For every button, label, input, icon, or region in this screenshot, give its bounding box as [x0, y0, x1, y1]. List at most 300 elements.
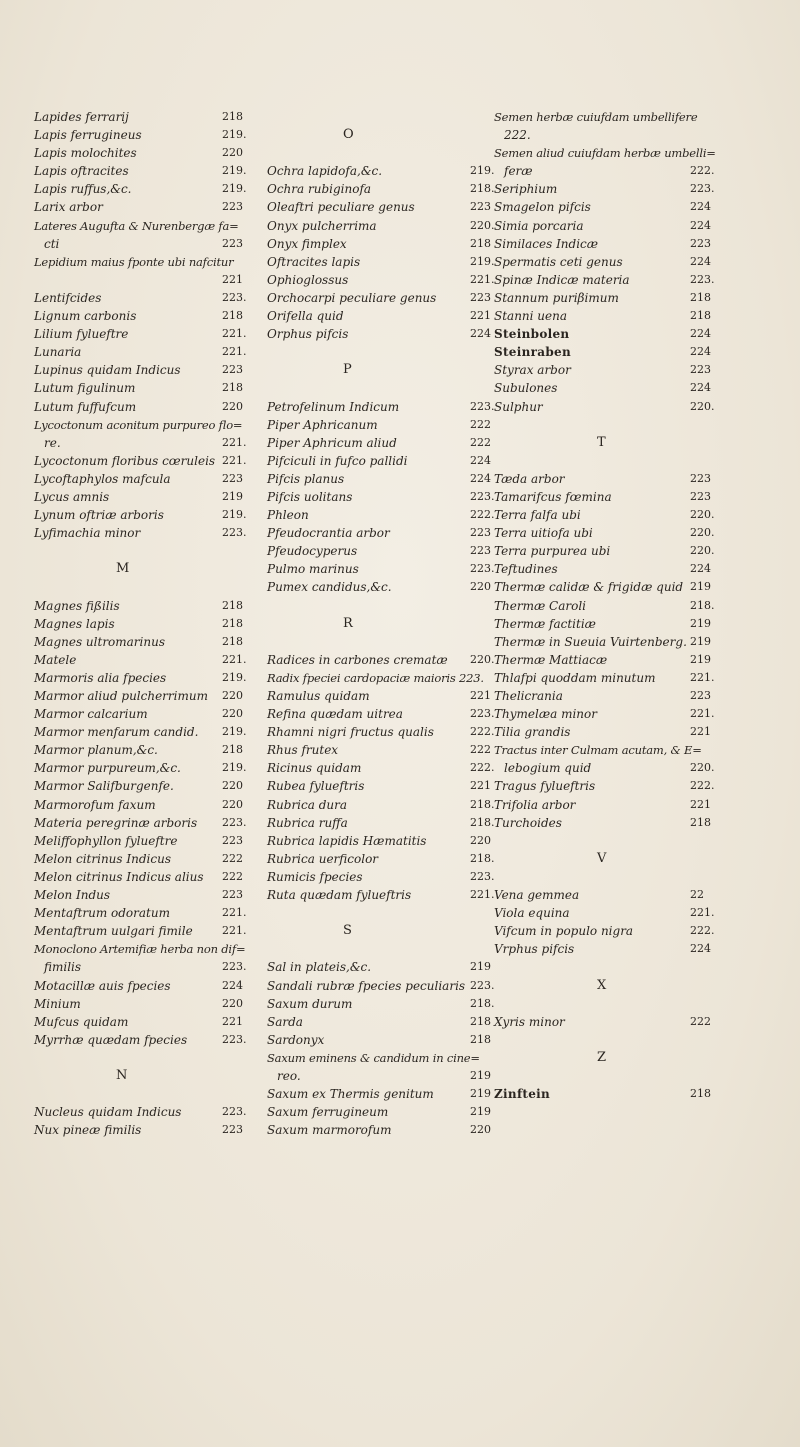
- index-entry: [494, 615, 719, 633]
- index-entry: [494, 669, 719, 687]
- index-term: Materia peregrinæ arboris: [34, 815, 198, 830]
- page-number: 218: [470, 236, 491, 250]
- index-entry: [267, 904, 487, 922]
- index-term: Onyx pulcherrima: [267, 218, 377, 233]
- index-term: Rubrica uerficolor: [267, 851, 379, 866]
- index-term: Refina quædam uitrea: [267, 707, 403, 722]
- index-term: Lutum figulinum: [34, 381, 136, 396]
- index-entry: [34, 289, 254, 307]
- page-number: 224: [470, 471, 491, 485]
- section-letter: P: [343, 362, 353, 378]
- index-entry: [34, 434, 254, 452]
- index-entry: [267, 542, 491, 560]
- index-entry: [267, 578, 491, 596]
- index-entry: [267, 669, 487, 687]
- page-number: 220.: [690, 544, 715, 558]
- index-entry: [34, 198, 254, 216]
- index-entry: [267, 289, 491, 307]
- index-term: Marmor planum,&c.: [34, 743, 158, 758]
- index-entry: [494, 922, 719, 940]
- index-term: Marmoris alia fpecies: [34, 670, 167, 685]
- page-number: 220: [222, 707, 243, 721]
- index-entry: [494, 506, 719, 524]
- section-letter: M: [116, 561, 131, 577]
- index-term: Tamarifcus fœmina: [494, 489, 612, 504]
- index-entry: [494, 741, 719, 759]
- index-term: Rhus frutex: [267, 743, 339, 758]
- index-term: Mentaftrum uulgari fimile: [34, 924, 193, 939]
- index-entry: [267, 398, 495, 416]
- index-entry: [34, 416, 254, 434]
- page-number: 223.: [222, 1032, 247, 1046]
- index-term: re.: [44, 435, 61, 450]
- section-letter-heading: [267, 361, 487, 379]
- index-term: Ochra rubiginofa: [267, 182, 372, 197]
- page-number: 223: [470, 200, 491, 214]
- index-term: Nux pineæ fimilis: [34, 1123, 142, 1138]
- page-number: 223: [222, 471, 243, 485]
- page-number: 22: [690, 888, 704, 902]
- index-entry: [34, 832, 254, 850]
- index-entry: [494, 289, 719, 307]
- index-entry: [494, 416, 719, 434]
- page-number: 219.: [222, 164, 247, 178]
- section-letter: N: [116, 1067, 129, 1083]
- index-entry: [267, 343, 487, 361]
- section-letter-heading: [267, 615, 487, 633]
- index-entry: [494, 108, 719, 126]
- index-entry: [494, 705, 719, 723]
- index-term: fimilis: [44, 960, 82, 975]
- page-number: 223: [690, 689, 711, 702]
- index-entry: [34, 777, 254, 795]
- page-number: 222: [470, 417, 491, 431]
- index-term: Rubrica dura: [267, 797, 348, 812]
- index-term: Thermæ calidæ & frigidæ quid: [494, 580, 684, 595]
- page-number: 221: [470, 309, 491, 323]
- index-entry: [494, 687, 719, 705]
- page-number: 219.: [222, 725, 247, 739]
- page-number: 223: [222, 833, 243, 847]
- index-term: Terra purpurea ubi: [494, 544, 611, 559]
- index-entry: [267, 452, 491, 470]
- page-number: 221.: [470, 888, 495, 902]
- index-entry: [267, 977, 495, 995]
- index-entry: [34, 1031, 254, 1049]
- page-number: 223: [222, 888, 243, 902]
- index-entry: [267, 633, 487, 651]
- index-term: Lapis ruffus,&c.: [34, 182, 132, 197]
- index-term: Trifolia arbor: [494, 797, 576, 812]
- page-number: 221.: [690, 906, 715, 920]
- index-term: Tæda arbor: [494, 471, 565, 486]
- index-term: Sulphur: [494, 399, 543, 414]
- index-entry: [34, 524, 254, 542]
- page-number: 218: [222, 616, 243, 630]
- index-entry: [494, 832, 719, 850]
- index-term: Lilium fylueftre: [34, 327, 129, 342]
- page-number: 219: [690, 652, 711, 666]
- index-term: Steinraben: [494, 345, 571, 360]
- page-number: 223: [222, 1123, 243, 1137]
- index-term: Lycus amnis: [34, 489, 110, 504]
- index-entry: [34, 615, 254, 633]
- index-entry: [267, 651, 495, 669]
- index-term: Saxum ex Thermis genitum: [267, 1087, 434, 1102]
- index-entry: [267, 524, 491, 542]
- index-entry: [494, 180, 719, 198]
- index-entry: [267, 777, 491, 795]
- index-term: Sal in plateis,&c.: [267, 960, 372, 975]
- index-entry: [34, 669, 254, 687]
- index-term: Magnes fißilis: [34, 598, 120, 613]
- index-term: Xyris minor: [494, 1014, 565, 1029]
- index-term: Onyx fimplex: [267, 236, 347, 251]
- index-entry: [34, 868, 254, 886]
- index-entry: [494, 868, 719, 886]
- index-term: Marmor menfarum candid.: [34, 725, 199, 740]
- index-entry: [34, 1049, 254, 1067]
- section-letter: O: [343, 127, 355, 143]
- index-term: Rubea fylueftris: [267, 779, 365, 794]
- index-term: Nucleus quidam Indicus: [34, 1105, 182, 1120]
- index-entry: [494, 958, 719, 976]
- index-entry: [494, 488, 719, 506]
- index-entry: [267, 1103, 491, 1121]
- index-term: Rubrica lapidis Hæmatitis: [267, 833, 427, 848]
- index-term: Thermæ Caroli: [494, 598, 587, 613]
- page-number: 223.: [470, 562, 495, 576]
- index-entry: [34, 307, 254, 325]
- index-entry: [267, 470, 491, 488]
- index-term: Marmor aliud pulcherrimum: [34, 689, 208, 703]
- index-entry: [34, 1121, 254, 1139]
- page-number: 218: [690, 815, 711, 829]
- index-entry: [267, 560, 495, 578]
- index-entry: [34, 1013, 254, 1031]
- page-number: 223.: [470, 399, 495, 413]
- index-term: Motacillæ auis fpecies: [34, 978, 171, 993]
- index-term: Semen aliud cuiufdam herbæ umbelli=: [494, 146, 716, 161]
- index-entry: [267, 886, 495, 904]
- index-term: Lycoctonum floribus cœruleis: [34, 453, 216, 468]
- index-entry: [34, 904, 254, 922]
- page-number: 220.: [690, 399, 715, 413]
- page-number: 218.: [470, 996, 495, 1010]
- page-number: 221: [222, 272, 243, 286]
- section-letter-heading: [267, 126, 487, 144]
- page-number: 224: [690, 381, 711, 395]
- index-term: 222.: [504, 128, 531, 143]
- index-term: Saxum marmorofum: [267, 1123, 392, 1138]
- index-entry: [494, 542, 719, 560]
- page-number: 218: [222, 743, 243, 757]
- index-entry: [494, 560, 719, 578]
- index-entry: [34, 452, 254, 470]
- index-term: Thermæ in Sueuia Vuirtenberg.: [494, 634, 687, 649]
- index-term: Orifella quid: [267, 309, 344, 324]
- index-entry: [34, 271, 254, 289]
- index-term: Marmor purpureum,&c.: [34, 761, 181, 776]
- index-entry: [34, 977, 254, 995]
- index-entry: [34, 506, 254, 524]
- index-term: Myrrhæ quædam fpecies: [34, 1032, 188, 1047]
- index-entry: [34, 597, 254, 615]
- index-term: Rumicis fpecies: [267, 869, 363, 884]
- index-term: Thymelæa minor: [494, 707, 597, 722]
- index-entry: [494, 777, 719, 795]
- index-entry: [267, 705, 495, 723]
- index-entry: [267, 597, 487, 615]
- index-entry: [34, 633, 254, 651]
- index-entry: [267, 1013, 491, 1031]
- index-entry: [267, 995, 495, 1013]
- page-number: 219: [470, 960, 491, 974]
- page-number: 218.: [470, 797, 495, 811]
- index-entry: [494, 723, 719, 741]
- page-number: 224: [690, 942, 711, 956]
- index-term: feræ: [504, 164, 533, 179]
- page-number: 221.: [222, 435, 247, 449]
- index-term: Melon citrinus Indicus alius: [34, 869, 204, 884]
- page-number: 224: [690, 200, 711, 214]
- page-number: 222.: [690, 924, 715, 938]
- index-term: Marmorofum faxum: [34, 797, 156, 812]
- page-number: 221: [470, 689, 491, 702]
- page-number: 224: [690, 254, 711, 268]
- index-entry: [34, 651, 254, 669]
- index-entry: [34, 723, 254, 741]
- index-entry: [494, 307, 719, 325]
- index-term: Petrofelinum Indicum: [267, 399, 400, 414]
- page-number: 220: [222, 146, 243, 160]
- index-entry: [494, 217, 719, 235]
- index-entry: [267, 832, 491, 850]
- section-letter-heading: [494, 434, 719, 452]
- index-entry: [34, 379, 254, 397]
- page-number: 222.: [470, 761, 495, 775]
- index-entry: [494, 995, 719, 1013]
- page-number: 222: [222, 869, 243, 883]
- index-term: Ramulus quidam: [267, 689, 370, 703]
- index-term: Mufcus quidam: [34, 1014, 129, 1029]
- index-entry: [494, 253, 719, 271]
- index-entry: [494, 379, 719, 397]
- index-entry: [494, 1013, 719, 1031]
- index-entry: [34, 542, 254, 560]
- index-entry: [267, 108, 487, 126]
- index-entry: [267, 796, 495, 814]
- page-number: 221.: [222, 327, 247, 341]
- page-number: 223.: [470, 978, 495, 992]
- index-entry: [267, 958, 491, 976]
- index-term: Seriphium: [494, 182, 558, 197]
- index-term: Lapis ferrugineus: [34, 128, 142, 143]
- page-number: 223.: [222, 290, 247, 304]
- index-entry: [34, 922, 254, 940]
- page-number: 224: [470, 327, 491, 341]
- page-number: 220.: [690, 526, 715, 540]
- index-entry: [494, 796, 719, 814]
- index-term: Vrphus pifcis: [494, 942, 575, 957]
- index-term: Phleon: [267, 508, 309, 523]
- index-term: Radix fpeciei cardopaciæ maioris 223.: [267, 670, 484, 685]
- index-term: Lapis molochites: [34, 146, 137, 161]
- index-entry: [34, 850, 254, 868]
- page-number: 218: [690, 290, 711, 304]
- index-entry: [267, 814, 495, 832]
- index-entry: [34, 488, 254, 506]
- index-term: Lycoctonum aconitum purpureo flo=: [34, 417, 243, 432]
- index-entry: [267, 940, 487, 958]
- page-number: 218: [222, 598, 243, 612]
- index-entry: [267, 1085, 491, 1103]
- index-term: Oftracites lapis: [267, 254, 361, 269]
- page-number: 222.: [690, 779, 715, 793]
- page-number: 220: [470, 833, 491, 847]
- index-term: Rubrica ruffa: [267, 815, 348, 830]
- index-entry: [34, 940, 254, 958]
- page-number: 221.: [222, 652, 247, 666]
- page-number: 224: [690, 562, 711, 576]
- index-term: Viola equina: [494, 906, 570, 921]
- index-term: Lycoftaphylos mafcula: [34, 471, 171, 486]
- index-term: reo.: [277, 1068, 301, 1083]
- index-entry: [494, 886, 719, 904]
- page-number: 223: [470, 290, 491, 304]
- index-entry: [34, 398, 254, 416]
- page-number: 223: [690, 236, 711, 250]
- page-number: 220: [470, 580, 491, 594]
- index-term: Ophioglossus: [267, 272, 349, 287]
- section-letter-heading: [494, 977, 719, 995]
- page-number: 223: [690, 489, 711, 503]
- page-number: 223: [222, 200, 243, 214]
- index-entry: [267, 416, 491, 434]
- index-term: Melon citrinus Indicus: [34, 851, 171, 866]
- page-number: 219: [470, 1105, 491, 1119]
- index-entry: [494, 1067, 719, 1085]
- page-number: 221: [222, 1014, 243, 1028]
- page-number: 223: [690, 363, 711, 377]
- page-number: 223.: [222, 815, 247, 829]
- page-number: 220: [222, 797, 243, 811]
- index-entry: [494, 452, 719, 470]
- page-number: 222: [690, 1014, 711, 1028]
- index-entry: [267, 759, 495, 777]
- page-number: 218.: [470, 182, 495, 196]
- index-term: Pumex candidus,&c.: [267, 580, 392, 595]
- index-term: Spinæ Indicæ materia: [494, 272, 630, 287]
- page-number: 220: [222, 689, 243, 702]
- index-entry: [34, 687, 254, 705]
- page-number: 218.: [470, 815, 495, 829]
- index-entry: [267, 506, 495, 524]
- index-term: Marmor calcarium: [34, 707, 148, 722]
- index-term: Orphus pifcis: [267, 327, 349, 342]
- index-term: Sardonyx: [267, 1032, 325, 1047]
- page-number: 223.: [222, 960, 247, 974]
- page-number: 223: [470, 544, 491, 558]
- index-entry: [34, 741, 254, 759]
- index-term: Larix arbor: [34, 200, 103, 215]
- index-term: Lupinus quidam Indicus: [34, 363, 181, 378]
- page-number: 220.: [470, 218, 495, 232]
- index-entry: [34, 126, 254, 144]
- index-entry: [34, 886, 254, 904]
- index-entry: [267, 850, 495, 868]
- index-term: Ochra lapidofa,&c.: [267, 164, 383, 179]
- page-number: 220.: [690, 761, 715, 775]
- index-term: Styrax arbor: [494, 363, 571, 378]
- page-number: 220.: [690, 508, 715, 522]
- index-term: cti: [44, 236, 60, 251]
- index-term: Thermæ factitiæ: [494, 616, 596, 631]
- index-term: Spermatis ceti genus: [494, 254, 623, 269]
- index-term: Pfeudocyperus: [267, 544, 358, 559]
- index-term: Sarda: [267, 1014, 303, 1029]
- index-entry: [267, 1049, 487, 1067]
- page-number: 222.: [690, 164, 715, 178]
- index-term: Magnes lapis: [34, 616, 115, 631]
- page-number: 218: [222, 110, 243, 123]
- index-entry: [494, 651, 719, 669]
- page-number: 218: [222, 634, 243, 648]
- index-entry: [267, 1121, 491, 1139]
- index-entry: [34, 470, 254, 488]
- index-entry: [267, 307, 491, 325]
- page-number: 218: [470, 1014, 491, 1028]
- section-letter: R: [343, 615, 354, 631]
- index-term: Lapis oftracites: [34, 164, 129, 179]
- index-entry: [34, 995, 254, 1013]
- index-term: Matele: [34, 652, 77, 667]
- index-entry: [494, 398, 719, 416]
- index-term: Teftudines: [494, 562, 558, 577]
- index-term: Marmor Salifburgenfe.: [34, 779, 174, 794]
- index-entry: [267, 162, 495, 180]
- index-term: Semen herbæ cuiufdam umbellifere: [494, 110, 698, 124]
- section-letter-heading: [34, 560, 254, 578]
- index-term: Piper Aphricum aliud: [267, 435, 397, 450]
- index-term: Tragus fylueftris: [494, 779, 596, 794]
- index-column-1: [34, 108, 254, 1139]
- page-number: 224: [690, 218, 711, 232]
- page-number: 218.: [470, 851, 495, 865]
- index-term: Stanni uena: [494, 309, 568, 324]
- page-number: 219.: [222, 128, 247, 142]
- section-letter-heading: [267, 922, 487, 940]
- page-number: 220: [470, 1123, 491, 1137]
- index-term: Radices in carbones crematæ: [267, 652, 448, 667]
- page-number: 222.: [470, 508, 495, 522]
- index-entry: [494, 325, 719, 343]
- index-term: Pifcis planus: [267, 471, 345, 486]
- page-number: 222: [222, 851, 243, 865]
- page-number: 224: [222, 978, 243, 992]
- index-term: Ruta quædam fylueftris: [267, 888, 412, 903]
- index-term: Pifcis uolitans: [267, 489, 353, 504]
- page-number: 223.: [222, 1105, 247, 1119]
- page-number: 224: [470, 453, 491, 467]
- index-entry: [267, 217, 495, 235]
- index-term: Meliffophyllon fylueftre: [34, 833, 178, 848]
- page-number: 220: [222, 996, 243, 1010]
- index-term: Lignum carbonis: [34, 309, 137, 324]
- index-entry: [494, 343, 719, 361]
- index-entry: [267, 271, 495, 289]
- page-number: 222: [470, 435, 491, 449]
